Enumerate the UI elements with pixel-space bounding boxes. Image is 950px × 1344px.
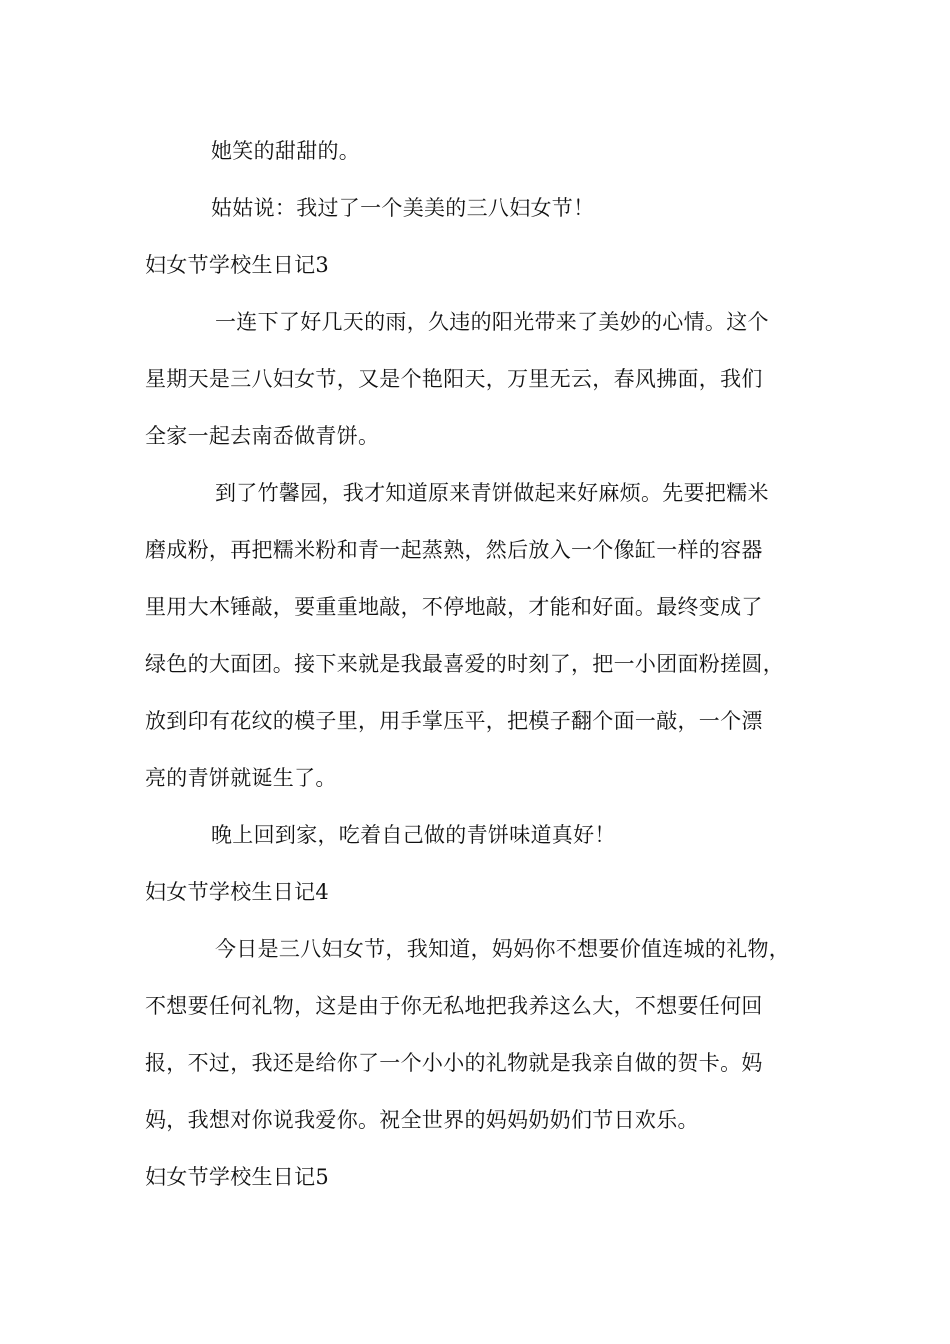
paragraph-line: 一连下了好几天的雨，久违的阳光带来了美妙的心情。这个 xyxy=(215,310,769,334)
paragraph-line: 晚上回到家，吃着自己做的青饼味道真好！ xyxy=(211,823,616,847)
paragraph-line: 绿色的大面团。接下来就是我最喜爱的时刻了，把一小团面粉搓圆， xyxy=(145,652,784,676)
paragraph-line: 到了竹馨园，我才知道原来青饼做起来好麻烦。先要把糯米 xyxy=(215,481,769,505)
paragraph-line: 她笑的甜甜的。 xyxy=(211,139,361,163)
paragraph-line: 亮的青饼就诞生了。 xyxy=(145,766,337,790)
section-heading: 妇女节学校生日记4 xyxy=(145,880,330,904)
paragraph-line: 里用大木锤敲，要重重地敲，不停地敲，才能和好面。最终变成了 xyxy=(145,595,763,619)
paragraph-line: 磨成粉，再把糯米粉和青一起蒸熟，然后放入一个像缸一样的容器 xyxy=(145,538,763,562)
section-heading: 妇女节学校生日记3 xyxy=(145,253,330,277)
paragraph-line: 妈，我想对你说我爱你。祝全世界的妈妈奶奶们节日欢乐。 xyxy=(145,1108,699,1132)
section-heading: 妇女节学校生日记5 xyxy=(145,1165,330,1189)
paragraph-line: 星期天是三八妇女节，又是个艳阳天，万里无云，春风拂面，我们 xyxy=(145,367,763,391)
paragraph-line: 全家一起去南岙做青饼。 xyxy=(145,424,380,448)
paragraph-line: 姑姑说：我过了一个美美的三八妇女节！ xyxy=(211,196,595,220)
paragraph-line: 今日是三八妇女节，我知道，妈妈你不想要价值连城的礼物， xyxy=(215,937,791,961)
paragraph-line: 不想要任何礼物，这是由于你无私地把我养这么大，不想要任何回 xyxy=(145,994,763,1018)
paragraph-line: 报，不过，我还是给你了一个小小的礼物就是我亲自做的贺卡。妈 xyxy=(145,1051,763,1075)
paragraph-line: 放到印有花纹的模子里，用手掌压平，把模子翻个面一敲，一个漂 xyxy=(145,709,763,733)
